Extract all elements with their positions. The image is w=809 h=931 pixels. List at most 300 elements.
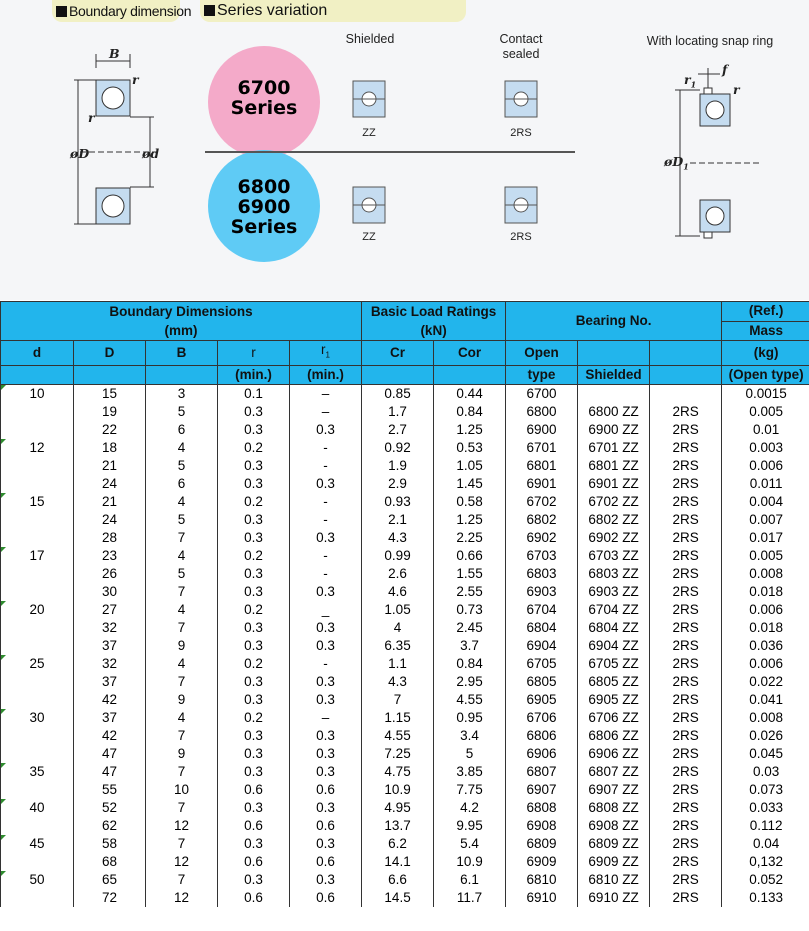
table-cell: 0.133 bbox=[722, 889, 809, 907]
table-row bbox=[1, 475, 809, 493]
header-boundary-text: Boundary Dimensions bbox=[109, 304, 253, 319]
table-cell: 0.3 bbox=[218, 835, 290, 853]
table-cell: 2RS bbox=[650, 421, 722, 439]
table-cell: 9.95 bbox=[434, 817, 506, 835]
table-cell: 6809 bbox=[506, 835, 578, 853]
table-cell: 0.2 bbox=[218, 601, 290, 619]
table-cell: 4 bbox=[146, 439, 218, 457]
series-6700-number: 6700 bbox=[237, 77, 291, 99]
header-d: d bbox=[1, 341, 74, 366]
table-cell: 14.1 bbox=[362, 853, 434, 871]
table-cell: 15 bbox=[74, 384, 146, 403]
table-cell: 0.3 bbox=[218, 745, 290, 763]
table-cell: 0.3 bbox=[218, 565, 290, 583]
header-empty-cor bbox=[434, 365, 506, 384]
table-cell: 6.1 bbox=[434, 871, 506, 889]
table-cell: 10.9 bbox=[362, 781, 434, 799]
table-cell: 12 bbox=[1, 439, 74, 457]
header-empty-2 bbox=[650, 341, 722, 366]
table-cell: 2RS bbox=[650, 763, 722, 781]
label-D1-sub: 1 bbox=[683, 161, 689, 172]
table-cell: 6700 bbox=[506, 384, 578, 403]
table-cell: 6903 bbox=[506, 583, 578, 601]
table-cell: 3.7 bbox=[434, 637, 506, 655]
table-cell: 6905 ZZ bbox=[578, 691, 650, 709]
table-cell: - bbox=[290, 565, 362, 583]
table-cell: 0.0015 bbox=[722, 384, 809, 403]
table-cell bbox=[650, 384, 722, 403]
table-cell: 6804 bbox=[506, 619, 578, 637]
table-row bbox=[1, 709, 809, 727]
table-cell: 0.3 bbox=[290, 745, 362, 763]
table-cell: 5 bbox=[146, 511, 218, 529]
table-cell: 4.95 bbox=[362, 799, 434, 817]
table-cell: 1.15 bbox=[362, 709, 434, 727]
table-cell: 5 bbox=[146, 565, 218, 583]
table-row bbox=[1, 637, 809, 655]
table-cell: 6908 ZZ bbox=[578, 817, 650, 835]
table-cell: 0.008 bbox=[722, 709, 809, 727]
table-cell: 6901 bbox=[506, 475, 578, 493]
table-cell: 0.3 bbox=[218, 763, 290, 781]
table-cell: 2RS bbox=[650, 493, 722, 511]
label-r1 bbox=[684, 72, 696, 93]
table-cell: 2.55 bbox=[434, 583, 506, 601]
table-cell: 2RS bbox=[650, 853, 722, 871]
table-cell: 7.75 bbox=[434, 781, 506, 799]
table-cell: 50 bbox=[1, 871, 74, 889]
tab-series-variation[interactable]: Series variation bbox=[200, 0, 466, 22]
table-cell: 9 bbox=[146, 637, 218, 655]
table-cell: 6800 bbox=[506, 403, 578, 421]
header-r1-sub: 1 bbox=[325, 350, 330, 360]
table-cell: 4.6 bbox=[362, 583, 434, 601]
header-r1-main: r bbox=[321, 342, 326, 357]
table-row bbox=[1, 457, 809, 475]
table-cell: 5 bbox=[434, 745, 506, 763]
table-cell: 0.66 bbox=[434, 547, 506, 565]
table-cell: 6807 bbox=[506, 763, 578, 781]
label-D: øD bbox=[70, 146, 90, 161]
table-cell: 0.3 bbox=[290, 799, 362, 817]
table-cell: 0.112 bbox=[722, 817, 809, 835]
table-cell: 6809 ZZ bbox=[578, 835, 650, 853]
table-cell: 6905 bbox=[506, 691, 578, 709]
table-row bbox=[1, 781, 809, 799]
table-row bbox=[1, 673, 809, 691]
group-marker-icon bbox=[1, 493, 6, 498]
table-cell: 17 bbox=[1, 547, 74, 565]
series-divider bbox=[205, 151, 575, 153]
table-cell: 6803 bbox=[506, 565, 578, 583]
table-cell: 6802 ZZ bbox=[578, 511, 650, 529]
group-marker-icon bbox=[1, 763, 6, 768]
square-bullet-icon bbox=[56, 6, 67, 17]
table-cell: 0.03 bbox=[722, 763, 809, 781]
table-cell: 1.05 bbox=[434, 457, 506, 475]
table-cell: 0.84 bbox=[434, 403, 506, 421]
table-cell: 0.6 bbox=[290, 853, 362, 871]
table-cell: 0.005 bbox=[722, 403, 809, 421]
table-cell: 10 bbox=[146, 781, 218, 799]
table-cell: 6901 ZZ bbox=[578, 475, 650, 493]
series-6900-number: 6900 bbox=[237, 196, 291, 218]
table-cell: 0.006 bbox=[722, 655, 809, 673]
table-cell: 5 bbox=[146, 457, 218, 475]
table-cell: 2.45 bbox=[434, 619, 506, 637]
table-cell: 7 bbox=[146, 583, 218, 601]
table-cell: 6806 ZZ bbox=[578, 727, 650, 745]
table-row bbox=[1, 655, 809, 673]
contact-sealed-line1: Contact bbox=[499, 32, 543, 46]
table-cell: 0.022 bbox=[722, 673, 809, 691]
table-cell: 0.92 bbox=[362, 439, 434, 457]
table-cell: 0.006 bbox=[722, 601, 809, 619]
table-cell bbox=[1, 673, 74, 691]
table-cell: 35 bbox=[1, 763, 74, 781]
table-cell: 28 bbox=[74, 529, 146, 547]
table-cell bbox=[578, 384, 650, 403]
table-cell: 0.85 bbox=[362, 384, 434, 403]
header-boundary-unit: (mm) bbox=[164, 323, 198, 338]
table-cell: 2RS bbox=[650, 439, 722, 457]
table-cell: 32 bbox=[74, 619, 146, 637]
table-cell: 1.55 bbox=[434, 565, 506, 583]
table-cell: 0.3 bbox=[290, 475, 362, 493]
table-cell: - bbox=[290, 457, 362, 475]
tab-boundary-dimension[interactable]: Boundary dimension bbox=[52, 0, 180, 22]
table-cell: 6906 ZZ bbox=[578, 745, 650, 763]
header-open-type: (Open type) bbox=[722, 365, 809, 384]
table-cell: 11.7 bbox=[434, 889, 506, 907]
table-cell: 2RS bbox=[650, 709, 722, 727]
table-cell: 37 bbox=[74, 637, 146, 655]
table-cell: 2RS bbox=[650, 835, 722, 853]
header-empty-2rs bbox=[650, 365, 722, 384]
square-bullet-icon bbox=[204, 5, 215, 16]
table-cell: 6903 ZZ bbox=[578, 583, 650, 601]
table-cell: 0.04 bbox=[722, 835, 809, 853]
table-cell: 21 bbox=[74, 493, 146, 511]
contact-sealed-line2: sealed bbox=[502, 47, 540, 61]
table-cell: 0.033 bbox=[722, 799, 809, 817]
table-cell: 0,132 bbox=[722, 853, 809, 871]
table-cell: 6910 bbox=[506, 889, 578, 907]
table-cell: 0.3 bbox=[218, 619, 290, 637]
table-cell: 9 bbox=[146, 745, 218, 763]
table-cell: 0.6 bbox=[218, 817, 290, 835]
table-cell: 2.1 bbox=[362, 511, 434, 529]
table-cell: – bbox=[290, 384, 362, 403]
table-cell: 0.3 bbox=[218, 727, 290, 745]
snap-ring-diagram bbox=[660, 60, 770, 240]
table-cell: 0.2 bbox=[218, 439, 290, 457]
table-cell: 0.3 bbox=[290, 529, 362, 547]
table-cell: 37 bbox=[74, 673, 146, 691]
bearing-2rs-6700-icon bbox=[504, 80, 538, 118]
table-cell: 62 bbox=[74, 817, 146, 835]
table-row bbox=[1, 583, 809, 601]
label-r-left: r bbox=[88, 110, 95, 125]
table-cell: 42 bbox=[74, 691, 146, 709]
table-cell: 47 bbox=[74, 763, 146, 781]
table-cell: 0.018 bbox=[722, 619, 809, 637]
table-cell: 14.5 bbox=[362, 889, 434, 907]
table-row bbox=[1, 691, 809, 709]
table-row bbox=[1, 745, 809, 763]
table-cell: 6705 bbox=[506, 655, 578, 673]
table-row bbox=[1, 403, 809, 421]
table-cell: - bbox=[290, 547, 362, 565]
table-row bbox=[1, 511, 809, 529]
table-cell: 55 bbox=[74, 781, 146, 799]
table-cell: 6 bbox=[146, 475, 218, 493]
header-r: r bbox=[218, 341, 290, 366]
table-cell: 0.052 bbox=[722, 871, 809, 889]
group-marker-icon bbox=[1, 709, 6, 714]
table-cell: 2RS bbox=[650, 673, 722, 691]
label-r: r bbox=[132, 72, 139, 87]
series-6800-6900-badge bbox=[208, 150, 320, 262]
table-cell: 0.018 bbox=[722, 583, 809, 601]
bearing-zz-6800-icon bbox=[352, 186, 386, 224]
header-boundary bbox=[1, 302, 362, 341]
table-cell: 23 bbox=[74, 547, 146, 565]
table-cell: 2RS bbox=[650, 511, 722, 529]
table-cell: 26 bbox=[74, 565, 146, 583]
contact-sealed-heading bbox=[490, 32, 552, 62]
header-r-min: (min.) bbox=[218, 365, 290, 384]
table-cell: 6908 bbox=[506, 817, 578, 835]
table-cell: 0.3 bbox=[290, 835, 362, 853]
table-cell: 2.7 bbox=[362, 421, 434, 439]
table-cell: 7 bbox=[146, 529, 218, 547]
group-marker-icon bbox=[1, 547, 6, 552]
table-cell: 68 bbox=[74, 853, 146, 871]
table-cell: 0.6 bbox=[290, 781, 362, 799]
table-cell: 6900 ZZ bbox=[578, 421, 650, 439]
2rs-label-top: 2RS bbox=[510, 127, 532, 139]
table-cell: 6706 ZZ bbox=[578, 709, 650, 727]
snap-ring-heading: With locating snap ring bbox=[646, 34, 774, 48]
table-cell: 6805 ZZ bbox=[578, 673, 650, 691]
table-cell bbox=[1, 403, 74, 421]
table-cell: 0.2 bbox=[218, 547, 290, 565]
table-cell: 6.6 bbox=[362, 871, 434, 889]
table-cell: 12 bbox=[146, 817, 218, 835]
table-cell: 6801 bbox=[506, 457, 578, 475]
table-cell: 0.6 bbox=[290, 889, 362, 907]
table-cell: 0.3 bbox=[290, 619, 362, 637]
table-cell: 0.93 bbox=[362, 493, 434, 511]
label-r1-sub: 1 bbox=[690, 79, 697, 90]
table-cell: 40 bbox=[1, 799, 74, 817]
table-cell: 4.75 bbox=[362, 763, 434, 781]
table-row bbox=[1, 384, 809, 403]
table-cell: 4 bbox=[146, 493, 218, 511]
table-cell: 6808 ZZ bbox=[578, 799, 650, 817]
table-cell bbox=[1, 511, 74, 529]
table-cell: - bbox=[290, 493, 362, 511]
table-cell: 4.55 bbox=[362, 727, 434, 745]
table-cell: 32 bbox=[74, 655, 146, 673]
table-cell: 0.44 bbox=[434, 384, 506, 403]
header-empty-cr bbox=[362, 365, 434, 384]
table-cell: 0.3 bbox=[218, 421, 290, 439]
table-cell: 1.7 bbox=[362, 403, 434, 421]
table-cell: 65 bbox=[74, 871, 146, 889]
table-cell: 6904 ZZ bbox=[578, 637, 650, 655]
table-cell: 12 bbox=[146, 853, 218, 871]
header-empty-1 bbox=[578, 341, 650, 366]
table-cell: 0.3 bbox=[218, 475, 290, 493]
label-f: f bbox=[722, 62, 728, 77]
table-cell: 6702 ZZ bbox=[578, 493, 650, 511]
table-cell: 2RS bbox=[650, 871, 722, 889]
table-cell: 5.4 bbox=[434, 835, 506, 853]
label-r2: r bbox=[733, 82, 740, 97]
table-cell: 0.2 bbox=[218, 655, 290, 673]
table-cell: 58 bbox=[74, 835, 146, 853]
table-cell: 0.1 bbox=[218, 384, 290, 403]
table-cell: 22 bbox=[74, 421, 146, 439]
table-cell: 2RS bbox=[650, 583, 722, 601]
table-cell: 2RS bbox=[650, 745, 722, 763]
table-cell: 6907 bbox=[506, 781, 578, 799]
table-cell bbox=[1, 745, 74, 763]
table-cell: 6701 bbox=[506, 439, 578, 457]
header-empty-B bbox=[146, 365, 218, 384]
table-cell: 0.3 bbox=[218, 511, 290, 529]
table-cell: 2RS bbox=[650, 547, 722, 565]
header-load bbox=[362, 302, 506, 341]
table-cell: 6807 ZZ bbox=[578, 763, 650, 781]
table-cell: _ bbox=[290, 601, 362, 619]
table-cell: 0.53 bbox=[434, 439, 506, 457]
table-row bbox=[1, 421, 809, 439]
header-bearing-no: Bearing No. bbox=[506, 302, 722, 341]
table-cell: 4.2 bbox=[434, 799, 506, 817]
table-cell: 6800 ZZ bbox=[578, 403, 650, 421]
table-cell: 0.3 bbox=[218, 871, 290, 889]
table-cell: 6703 ZZ bbox=[578, 547, 650, 565]
table-cell: 0.84 bbox=[434, 655, 506, 673]
header-kg: (kg) bbox=[722, 341, 809, 366]
table-cell: 27 bbox=[74, 601, 146, 619]
table-cell: 2RS bbox=[650, 799, 722, 817]
table-cell: 6909 ZZ bbox=[578, 853, 650, 871]
bearing-zz-6700-icon bbox=[352, 80, 386, 118]
table-row bbox=[1, 871, 809, 889]
table-cell: 4.3 bbox=[362, 529, 434, 547]
diagram-area bbox=[0, 0, 809, 300]
table-cell: 7.25 bbox=[362, 745, 434, 763]
table-cell bbox=[1, 853, 74, 871]
header-open: Open bbox=[506, 341, 578, 366]
table-cell: - bbox=[290, 511, 362, 529]
table-cell: 2RS bbox=[650, 601, 722, 619]
header-cor: Cor bbox=[434, 341, 506, 366]
label-r1-main: r bbox=[684, 72, 691, 87]
table-cell: 4 bbox=[146, 601, 218, 619]
table-cell: 0.6 bbox=[218, 853, 290, 871]
table-cell: 6804 ZZ bbox=[578, 619, 650, 637]
table-cell: 7 bbox=[362, 691, 434, 709]
table-cell: 24 bbox=[74, 511, 146, 529]
header-load-text: Basic Load Ratings bbox=[370, 304, 497, 319]
series-6800-number: 6800 bbox=[237, 176, 291, 198]
table-cell: 6907 ZZ bbox=[578, 781, 650, 799]
group-marker-icon bbox=[1, 439, 6, 444]
table-cell: 0.3 bbox=[290, 871, 362, 889]
table-cell: 3.4 bbox=[434, 727, 506, 745]
table-cell: 0.6 bbox=[218, 889, 290, 907]
table-cell: 0.6 bbox=[290, 817, 362, 835]
table-cell: 21 bbox=[74, 457, 146, 475]
table-cell: 6702 bbox=[506, 493, 578, 511]
table-cell: 0.3 bbox=[290, 727, 362, 745]
table-cell: 0.005 bbox=[722, 547, 809, 565]
table-cell: 7 bbox=[146, 799, 218, 817]
table-cell: 18 bbox=[74, 439, 146, 457]
header-r1-min: (min.) bbox=[290, 365, 362, 384]
table-cell: 30 bbox=[1, 709, 74, 727]
zz-label-bottom: ZZ bbox=[362, 231, 376, 243]
table-cell: 0.008 bbox=[722, 565, 809, 583]
header-type: type bbox=[506, 365, 578, 384]
table-cell: 4 bbox=[146, 547, 218, 565]
table-cell: 6801 ZZ bbox=[578, 457, 650, 475]
header-shielded: Shielded bbox=[578, 365, 650, 384]
table-cell: 30 bbox=[74, 583, 146, 601]
table-cell: 47 bbox=[74, 745, 146, 763]
table-cell: 7 bbox=[146, 727, 218, 745]
table-cell: 6.2 bbox=[362, 835, 434, 853]
table-cell: 0.017 bbox=[722, 529, 809, 547]
bearing-table bbox=[0, 301, 809, 907]
table-cell: 1.1 bbox=[362, 655, 434, 673]
header-empty-D bbox=[74, 365, 146, 384]
table-cell: 0.3 bbox=[218, 637, 290, 655]
table-cell: 6909 bbox=[506, 853, 578, 871]
table-cell: 0.003 bbox=[722, 439, 809, 457]
table-cell: 13.7 bbox=[362, 817, 434, 835]
table-row bbox=[1, 853, 809, 871]
table-cell: 0.3 bbox=[290, 691, 362, 709]
table-cell bbox=[1, 565, 74, 583]
table-cell: 0.006 bbox=[722, 457, 809, 475]
table-cell: 7 bbox=[146, 763, 218, 781]
table-cell: 0.073 bbox=[722, 781, 809, 799]
table-row bbox=[1, 799, 809, 817]
table-cell: 10.9 bbox=[434, 853, 506, 871]
table-cell: 2RS bbox=[650, 619, 722, 637]
table-cell: 6906 bbox=[506, 745, 578, 763]
table-cell: 7 bbox=[146, 619, 218, 637]
table-cell: 37 bbox=[74, 709, 146, 727]
table-cell: 2RS bbox=[650, 529, 722, 547]
table-cell: 52 bbox=[74, 799, 146, 817]
bearing-2rs-6800-icon bbox=[504, 186, 538, 224]
table-cell: 7 bbox=[146, 673, 218, 691]
table-cell: – bbox=[290, 709, 362, 727]
table-cell: 6803 ZZ bbox=[578, 565, 650, 583]
table-cell: 6704 bbox=[506, 601, 578, 619]
table-cell: 6805 bbox=[506, 673, 578, 691]
header-load-unit: (kN) bbox=[420, 323, 447, 338]
table-cell: 6910 ZZ bbox=[578, 889, 650, 907]
table-cell: 0.041 bbox=[722, 691, 809, 709]
